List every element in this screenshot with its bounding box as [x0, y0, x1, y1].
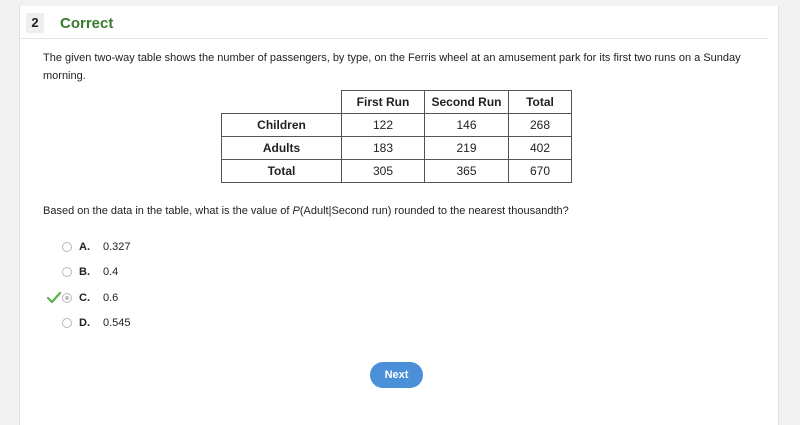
next-button[interactable]: Next — [370, 362, 423, 388]
table-row — [222, 114, 572, 137]
table-cell: 268 — [509, 114, 572, 137]
table-cell: 183 — [342, 137, 425, 160]
column-header: Total — [509, 91, 572, 114]
radio-button[interactable] — [62, 242, 72, 252]
question-number: 2 — [26, 13, 44, 33]
table-cell: 305 — [342, 160, 425, 183]
table-row — [222, 160, 572, 183]
two-way-table — [221, 90, 572, 183]
table-cell: 219 — [425, 137, 509, 160]
checkmark-icon — [47, 291, 61, 305]
choice-d[interactable] — [42, 314, 242, 332]
choice-value: 0.4 — [103, 266, 119, 278]
result-status: Correct — [60, 15, 114, 32]
choice-value: 0.545 — [103, 317, 131, 329]
row-header: Children — [222, 114, 342, 137]
probability-symbol: P — [292, 205, 300, 217]
choice-b[interactable] — [42, 263, 242, 281]
table-cell: 402 — [509, 137, 572, 160]
choice-value: 0.327 — [103, 241, 131, 253]
choice-value: 0.6 — [103, 292, 119, 304]
choice-letter: A. — [79, 241, 90, 253]
table-cell: 122 — [342, 114, 425, 137]
question-text-before: Based on the data in the table, what is the value of — [43, 205, 293, 217]
table-header-row — [222, 91, 572, 114]
choice-a[interactable] — [42, 238, 242, 256]
question-card — [19, 6, 779, 425]
radio-button-selected[interactable] — [62, 293, 72, 303]
choice-c[interactable] — [42, 289, 242, 307]
row-header: Total — [222, 160, 342, 183]
question-header — [20, 6, 768, 39]
choice-letter: C. — [79, 292, 90, 304]
choice-letter: D. — [79, 317, 90, 329]
question-prompt: The given two-way table shows the number of passengers, by type, on the Ferris wheel at an amusement park for its first two runs on a Sunday morning. — [43, 52, 741, 82]
question-text — [43, 205, 569, 217]
column-header: First Run — [342, 91, 425, 114]
table-cell: 670 — [509, 160, 572, 183]
question-text-after: (Adult|Second run) rounded to the nearest thousandth? — [299, 205, 569, 217]
column-header: Second Run — [425, 91, 509, 114]
radio-button[interactable] — [62, 318, 72, 328]
table-cell: 146 — [425, 114, 509, 137]
table-corner-cell — [222, 91, 342, 114]
row-header: Adults — [222, 137, 342, 160]
table-row — [222, 137, 572, 160]
table-cell: 365 — [425, 160, 509, 183]
radio-button[interactable] — [62, 267, 72, 277]
choice-letter: B. — [79, 266, 90, 278]
